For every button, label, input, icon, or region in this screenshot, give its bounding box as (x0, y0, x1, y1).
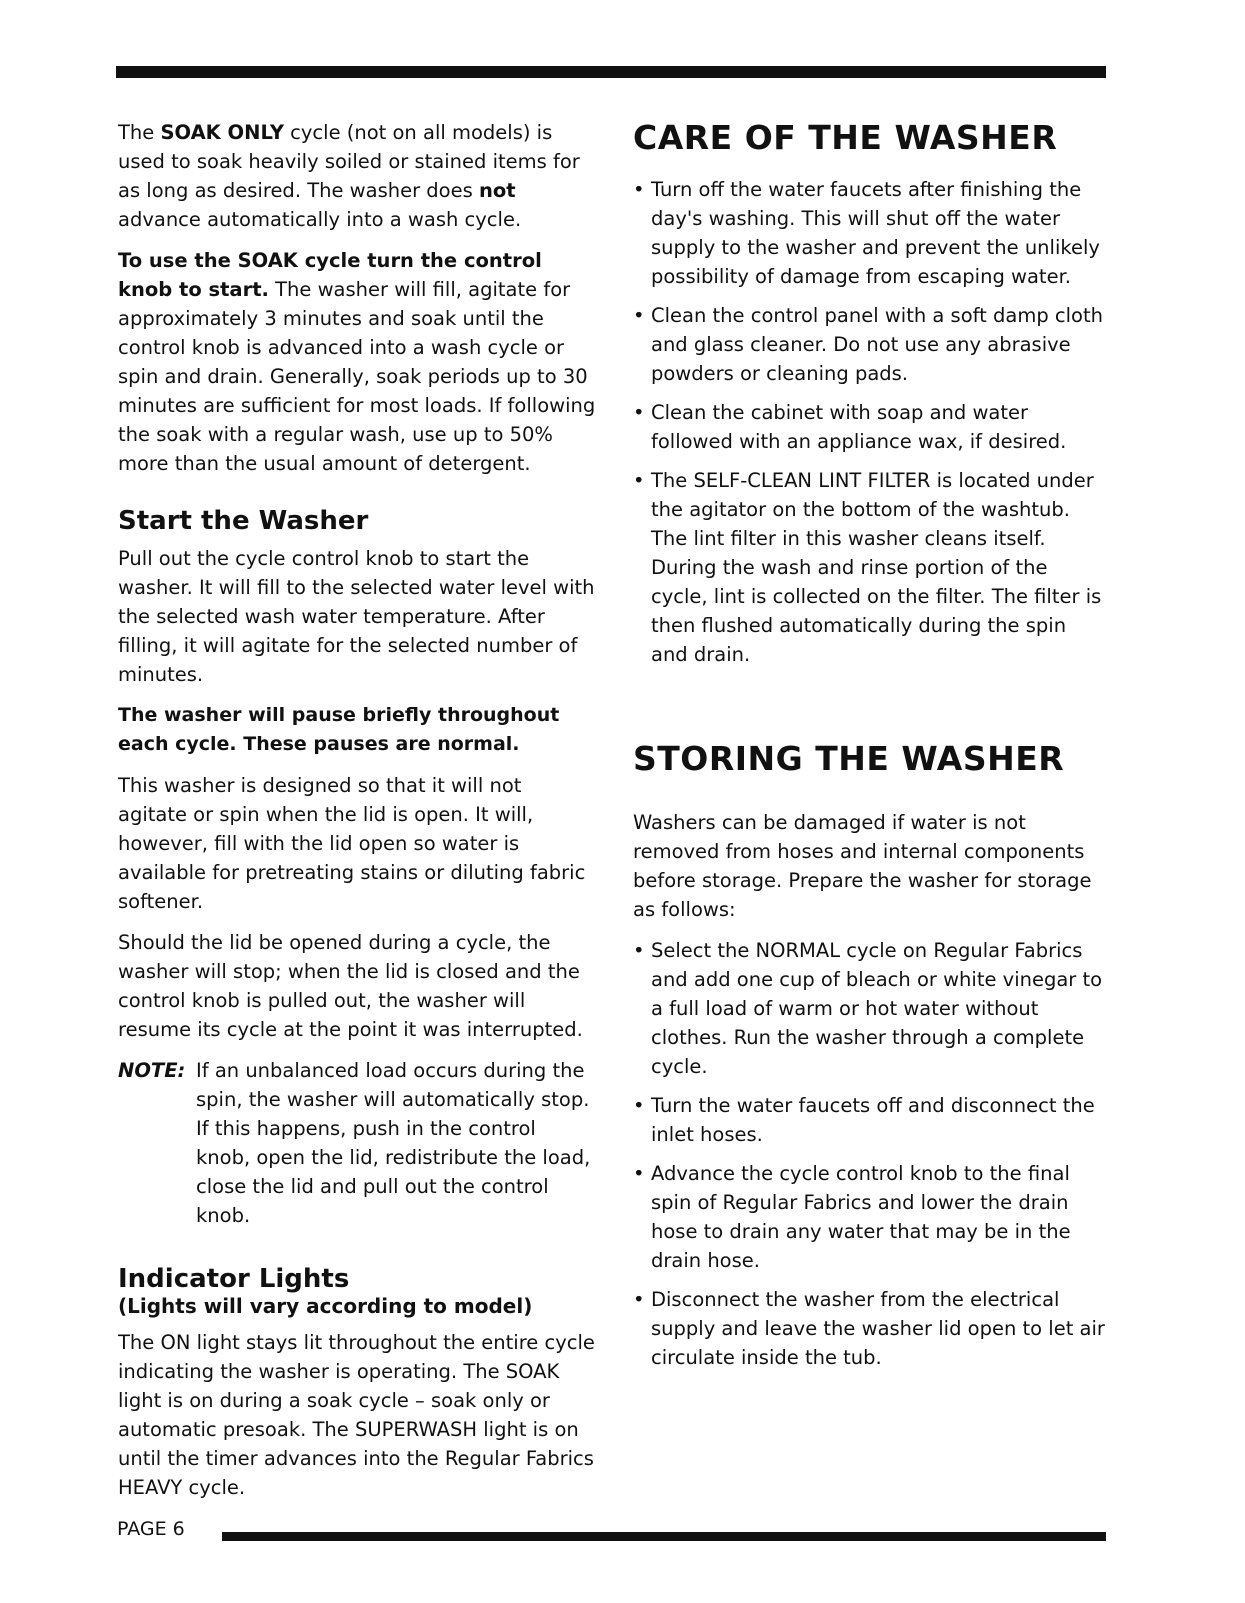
list-item: • Clean the control panel with a soft damp cloth and glass cleaner. Do not use any abrasive powders or cleaning pads. (633, 301, 1106, 388)
lid-open-paragraph: Should the lid be opened during a cycle, the washer will stop; when the lid is closed and the control knob is pulled out, the washer will resume its cycle at the point it was interrupted. (118, 931, 583, 1041)
indicator-subheading: (Lights will vary according to model) (118, 1294, 533, 1318)
soak-instructions: To use the SOAK cycle turn the control knob to start. The washer will fill, agitate for approximately 3 minutes and soak until the control knob is advanced into a wash cycle or spin and drain. Generally, soak periods up to 30 minutes are sufficient for most loads. If following the soak with a regular wash, use up to 50% more than the usual amount of detergent. (118, 249, 596, 475)
top-rule (116, 66, 1106, 78)
list-item: • Advance the cycle control knob to the final spin of Regular Fabrics and lower the drain hose to drain any water that may be in the drain hose. (633, 1159, 1106, 1275)
lid-paragraph: This washer is designed so that it will not agitate or spin when the lid is open. It will, however, fill with the lid open so water is available for pretreating stains or diluting fabric softener. (118, 774, 586, 913)
storing-intro: Washers can be damaged if water is not removed from hoses and internal components before storage. Prepare the washer for storage as follows: (633, 811, 1092, 921)
storing-list (633, 936, 1106, 1372)
list-item: • Clean the cabinet with soap and water followed with an appliance wax, if desired. (633, 398, 1106, 456)
page-number: PAGE 6 (117, 1518, 185, 1540)
start-heading: Start the Washer (118, 506, 369, 536)
note-block (118, 1056, 596, 1230)
soak-paragraph: The SOAK ONLY cycle (not on all models) is used to soak heavily soiled or stained items for as long as desired. The washer does not advance automatically into a wash cycle. (118, 121, 580, 231)
care-list (633, 175, 1106, 669)
list-item: • The SELF-CLEAN LINT FILTER is located under the agitator on the bottom of the washtub. The lint filter in this washer cleans itself. During the wash and rinse portion of the cycle, lint is collected on the filter. The filter is then flushed automatically during the spin and drain. (633, 466, 1106, 669)
indicator-paragraph: The ON light stays lit throughout the entire cycle indicating the washer is operating. The SOAK light is on during a soak cycle – soak only or automatic presoak. The SUPERWASH light is on until the timer advances into the Regular Fabrics HEAVY cycle. (118, 1331, 595, 1499)
bottom-rule (222, 1532, 1106, 1541)
list-item: • Turn the water faucets off and disconnect the inlet hoses. (633, 1091, 1106, 1149)
storing-heading: STORING THE WASHER (633, 739, 1065, 778)
start-paragraph: Pull out the cycle control knob to start the washer. It will fill to the selected water level with the selected wash water temperature. After filling, it will agitate for the selected number of minutes. (118, 547, 595, 686)
right-column (633, 118, 1106, 1382)
list-item: • Select the NORMAL cycle on Regular Fabrics and add one cup of bleach or white vinegar to a full load of warm or hot water without clothes. Run the washer through a complete cycle. (633, 936, 1106, 1081)
left-column (118, 118, 596, 1514)
care-heading: CARE OF THE WASHER (633, 118, 1058, 157)
list-item: • Turn off the water faucets after finishing the day's washing. This will shut off the water supply to the washer and prevent the unlikely possibility of damage from escaping water. (633, 175, 1106, 291)
list-item: • Disconnect the washer from the electrical supply and leave the washer lid open to let air circulate inside the tub. (633, 1285, 1106, 1372)
indicator-heading: Indicator Lights (118, 1264, 350, 1294)
note-text: If an unbalanced load occurs during the spin, the washer will automatically stop. If this happens, push in the control knob, open the lid, redistribute the load, close the lid and pull out the control knob. (196, 1059, 591, 1227)
note-label: NOTE: (118, 1059, 186, 1082)
pause-note: The washer will pause briefly throughout each cycle. These pauses are normal. (118, 704, 560, 755)
